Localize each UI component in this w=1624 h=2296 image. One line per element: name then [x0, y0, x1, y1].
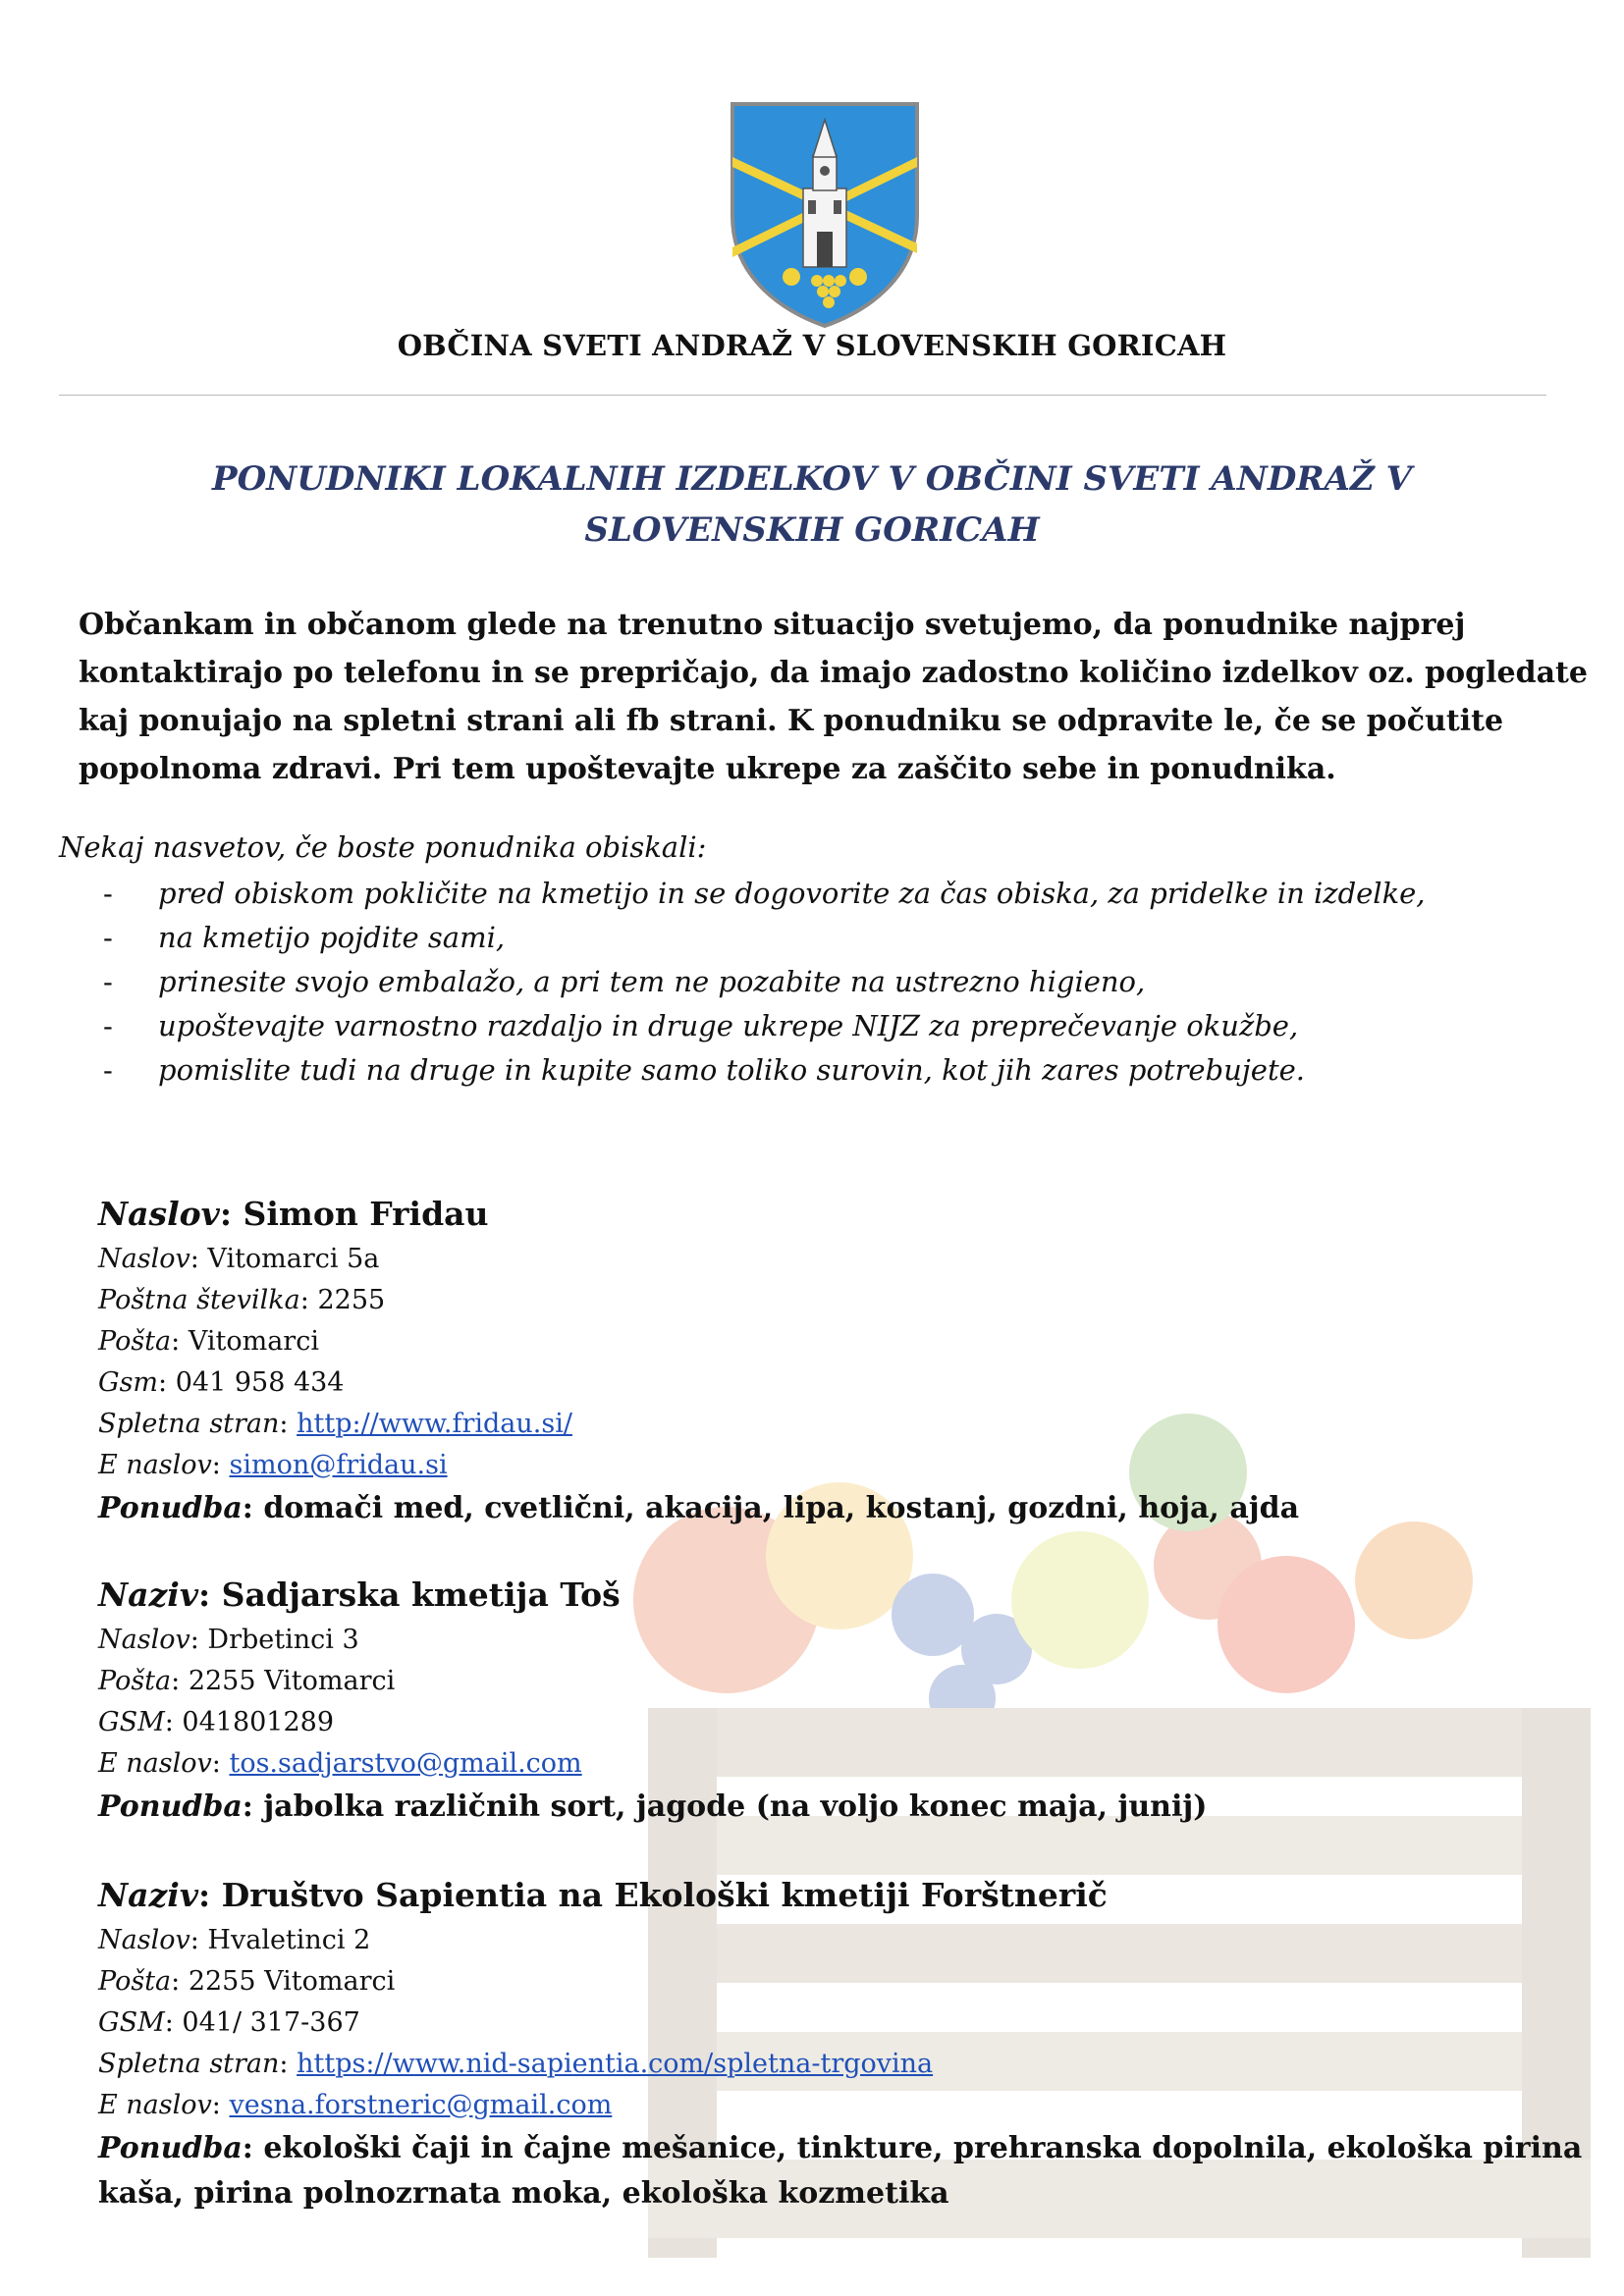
vendor-offer: Ponudba: domači med, cvetlični, akacija, lipa, kostanj, gozdni, hoja, ajda: [98, 1491, 1300, 1525]
tip-item: - pomislite tudi na druge in kupite samo toliko surovin, kot jih zares potrebujete.: [103, 1048, 1426, 1093]
coat-of-arms-logo: [727, 98, 923, 329]
tip-item: - upoštevajte varnostno razdaljo in druge ukrepe NIJZ za preprečevanje okužbe,: [103, 1004, 1426, 1048]
vendor-postal-code: Poštna številka: 2255: [98, 1285, 386, 1315]
vendor-name: Naziv: Društvo Sapientia na Ekološki kmetiji Forštnerič: [98, 1876, 1108, 1914]
vendor-address: Naslov: Vitomarci 5a: [98, 1244, 380, 1274]
vendor-post: Pošta: 2255 Vitomarci: [98, 1966, 396, 1997]
vendor-phone: GSM: 041801289: [98, 1707, 335, 1737]
vendor-offer: Ponudba: ekološki čaji in čajne mešanice, tinkture, prehranska dopolnila, ekološka pirina kaša, pirina polnozrnata moka, ekološka kozmetika: [98, 2131, 1583, 2211]
tip-item: - prinesite svojo embalažo, a pri tem ne pozabite na ustrezno higieno,: [103, 960, 1426, 1004]
tip-item: - na kmetijo pojdite sami,: [103, 916, 1426, 960]
vendor-phone: Gsm: 041 958 434: [98, 1367, 345, 1398]
vendor-entry: [98, 1190, 1600, 1531]
website-link[interactable]: https://www.nid-sapientia.com/spletna-trgovina: [297, 2049, 934, 2079]
vendor-entry: [98, 1571, 1600, 1830]
vendor-website: Spletna stran: https://www.nid-sapientia.com/spletna-trgovina: [98, 2049, 934, 2079]
vendor-address: Naslov: Drbetinci 3: [98, 1625, 359, 1655]
vendor-email: E naslov: tos.sadjarstvo@gmail.com: [98, 1748, 582, 1779]
vendor-website: Spletna stran: http://www.fridau.si/: [98, 1409, 572, 1439]
vendor-name: Naziv: Sadjarska kmetija Toš: [98, 1575, 621, 1614]
vendor-offer: Ponudba: jabolka različnih sort, jagode (na voljo konec maja, junij): [98, 1789, 1208, 1824]
vendor-entry: [98, 1871, 1600, 2216]
email-link[interactable]: tos.sadjarstvo@gmail.com: [229, 1748, 582, 1779]
tips-heading: Nekaj nasvetov, če boste ponudnika obiskali:: [59, 830, 707, 864]
header-divider: [59, 395, 1546, 396]
vendor-name: Naslov: Simon Fridau: [98, 1195, 489, 1233]
tips-list: [103, 872, 1426, 1093]
document-title: PONUDNIKI LOKALNIH IZDELKOV V OBČINI SVETI ANDRAŽ V SLOVENSKIH GORICAH: [212, 459, 1412, 550]
email-link[interactable]: simon@fridau.si: [229, 1450, 448, 1480]
vendor-email: E naslov: simon@fridau.si: [98, 1450, 448, 1480]
vendor-phone: GSM: 041/ 317-367: [98, 2007, 360, 2038]
vendor-email: E naslov: vesna.forstneric@gmail.com: [98, 2090, 613, 2120]
tip-item: - pred obiskom pokličite na kmetijo in se dogovorite za čas obiska, za pridelke in izdelke,: [103, 872, 1426, 916]
vendor-post: Pošta: Vitomarci: [98, 1326, 319, 1357]
website-link[interactable]: http://www.fridau.si/: [297, 1409, 572, 1439]
vendor-address: Naslov: Hvaletinci 2: [98, 1925, 371, 1955]
municipality-name: OBČINA SVETI ANDRAŽ V SLOVENSKIH GORICAH: [397, 329, 1227, 362]
email-link[interactable]: vesna.forstneric@gmail.com: [229, 2090, 613, 2120]
intro-paragraph: Občankam in občanom glede na trenutno situacijo svetujemo, da ponudnike najprej kontaktirajo po telefonu in se prepričajo, da imajo zadostno količino izdelkov oz. pogledate kaj ponujajo na spletni strani ali fb strani. K ponudniku se odpravite le, če se počutite popolnoma zdravi. Pri tem upoštevajte ukrepe za zaščito sebe in ponudnika.: [79, 608, 1588, 786]
vendor-post: Pošta: 2255 Vitomarci: [98, 1666, 396, 1696]
